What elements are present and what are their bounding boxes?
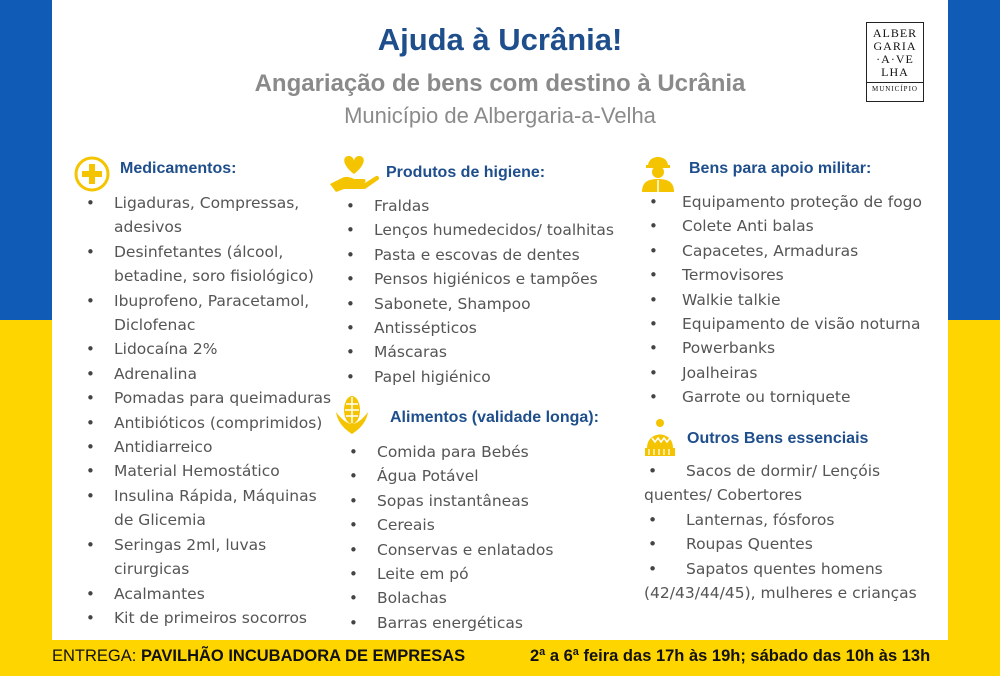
bullet: •: [648, 535, 658, 554]
alimentos-list: [337, 440, 637, 635]
organization-name: Município de Albergaria-a-Velha: [344, 103, 656, 128]
list-item: • Garrote ou torniquete: [637, 385, 937, 409]
list-item: • Água Potável: [337, 464, 637, 488]
outros-list: [644, 459, 934, 605]
list-item: • Walkie talkie: [637, 288, 937, 312]
list-item: • Antissépticos: [334, 316, 634, 340]
logo-line: GARIA: [873, 39, 917, 53]
list-item: • Capacetes, Armaduras: [637, 239, 937, 263]
corn-icon: [332, 394, 372, 436]
list-item-text: Lanternas, fósforos: [686, 510, 835, 529]
list-item: • Equipamento de visão noturna: [637, 312, 937, 336]
section-title-alimentos: Alimentos (validade longa):: [390, 409, 599, 426]
delivery-label: ENTREGA:: [52, 647, 141, 665]
list-item: • Antidiarreico: [74, 435, 334, 459]
list-item: • Acalmantes: [74, 582, 334, 606]
soldier-icon: [640, 150, 676, 192]
list-item: • Lidocaína 2%: [74, 337, 334, 361]
list-item: • Seringas 2ml, luvas cirurgicas: [74, 533, 334, 582]
logo-line: ALBER: [872, 26, 918, 40]
list-item: [644, 459, 934, 508]
list-item: • Desinfetantes (álcool, betadine, soro fisiológico): [74, 240, 334, 289]
list-item: • Antibióticos (comprimidos): [74, 411, 334, 435]
list-item: [644, 557, 934, 606]
section-title-militar: Bens para apoio militar:: [689, 160, 872, 177]
heart-hand-icon: [328, 152, 380, 194]
municipality-logo: [866, 22, 924, 102]
list-item: • Joalheiras: [637, 361, 937, 385]
list-item-text: Sapatos quentes homens (42/43/44/45), mulheres e crianças: [644, 559, 917, 603]
list-item: • Sopas instantâneas: [337, 489, 637, 513]
list-item: • Pasta e escovas de dentes: [334, 243, 634, 267]
winter-hat-icon: [642, 418, 678, 458]
delivery-schedule: 2ª a 6ª feira das 17h às 19h; sábado das 10h às 13h: [530, 647, 931, 665]
list-item: • Máscaras: [334, 340, 634, 364]
list-item: • Papel higiénico: [334, 365, 634, 389]
list-item: • Colete Anti balas: [637, 214, 937, 238]
list-item: • Conservas e enlatados: [337, 538, 637, 562]
delivery-info: [52, 647, 465, 666]
list-item: • Cereais: [337, 513, 637, 537]
logo-subtitle: MUNICÍPIO: [867, 82, 923, 93]
list-item: • Barras energéticas: [337, 611, 637, 635]
list-item: • Comida para Bebés: [337, 440, 637, 464]
bullet: •: [648, 462, 658, 480]
bullet: •: [648, 510, 658, 529]
list-item: • Ligaduras, Compressas, adesivos: [74, 191, 334, 240]
militar-list: [637, 190, 937, 410]
list-item-text: Roupas Quentes: [686, 535, 813, 554]
list-item: • Ibuprofeno, Paracetamol, Diclofenac: [74, 289, 334, 338]
section-title-medicamentos: Medicamentos:: [120, 160, 237, 177]
list-item: • Bolachas: [337, 586, 637, 610]
logo-line: ·A·VE: [876, 52, 914, 66]
list-item: • Sabonete, Shampoo: [334, 292, 634, 316]
section-title-outros: Outros Bens essenciais: [687, 430, 869, 447]
medicamentos-list: [74, 191, 334, 630]
bullet: •: [648, 559, 658, 578]
list-item: • Pomadas para queimaduras: [74, 386, 334, 410]
list-item: • Powerbanks: [637, 336, 937, 360]
list-item: • Termovisores: [637, 263, 937, 287]
higiene-list: [334, 194, 634, 389]
page-title: Ajuda à Ucrânia!: [377, 22, 623, 57]
list-item: • Material Hemostático: [74, 459, 334, 483]
section-title-higiene: Produtos de higiene:: [386, 164, 546, 181]
list-item: • Lenços humedecidos/ toalhitas: [334, 218, 634, 242]
list-item: • Pensos higiénicos e tampões: [334, 267, 634, 291]
list-item: • Kit de primeiros socorros: [74, 606, 334, 630]
list-item-text: Sacos de dormir/ Lençóis quentes/ Cobertores: [644, 462, 881, 505]
list-item: • Leite em pó: [337, 562, 637, 586]
list-item: [644, 532, 934, 556]
list-item: • Fraldas: [334, 194, 634, 218]
list-item: • Adrenalina: [74, 362, 334, 386]
logo-line: LHA: [881, 65, 909, 79]
list-item: • Equipamento proteção de fogo: [637, 190, 937, 214]
list-item: [644, 508, 934, 532]
medical-cross-icon: [74, 156, 110, 192]
list-item: • Insulina Rápida, Máquinas de Glicemia: [74, 484, 334, 533]
page-subtitle: Angariação de bens com destino à Ucrânia: [254, 70, 746, 97]
delivery-place: PAVILHÃO INCUBADORA DE EMPRESAS: [140, 647, 466, 665]
